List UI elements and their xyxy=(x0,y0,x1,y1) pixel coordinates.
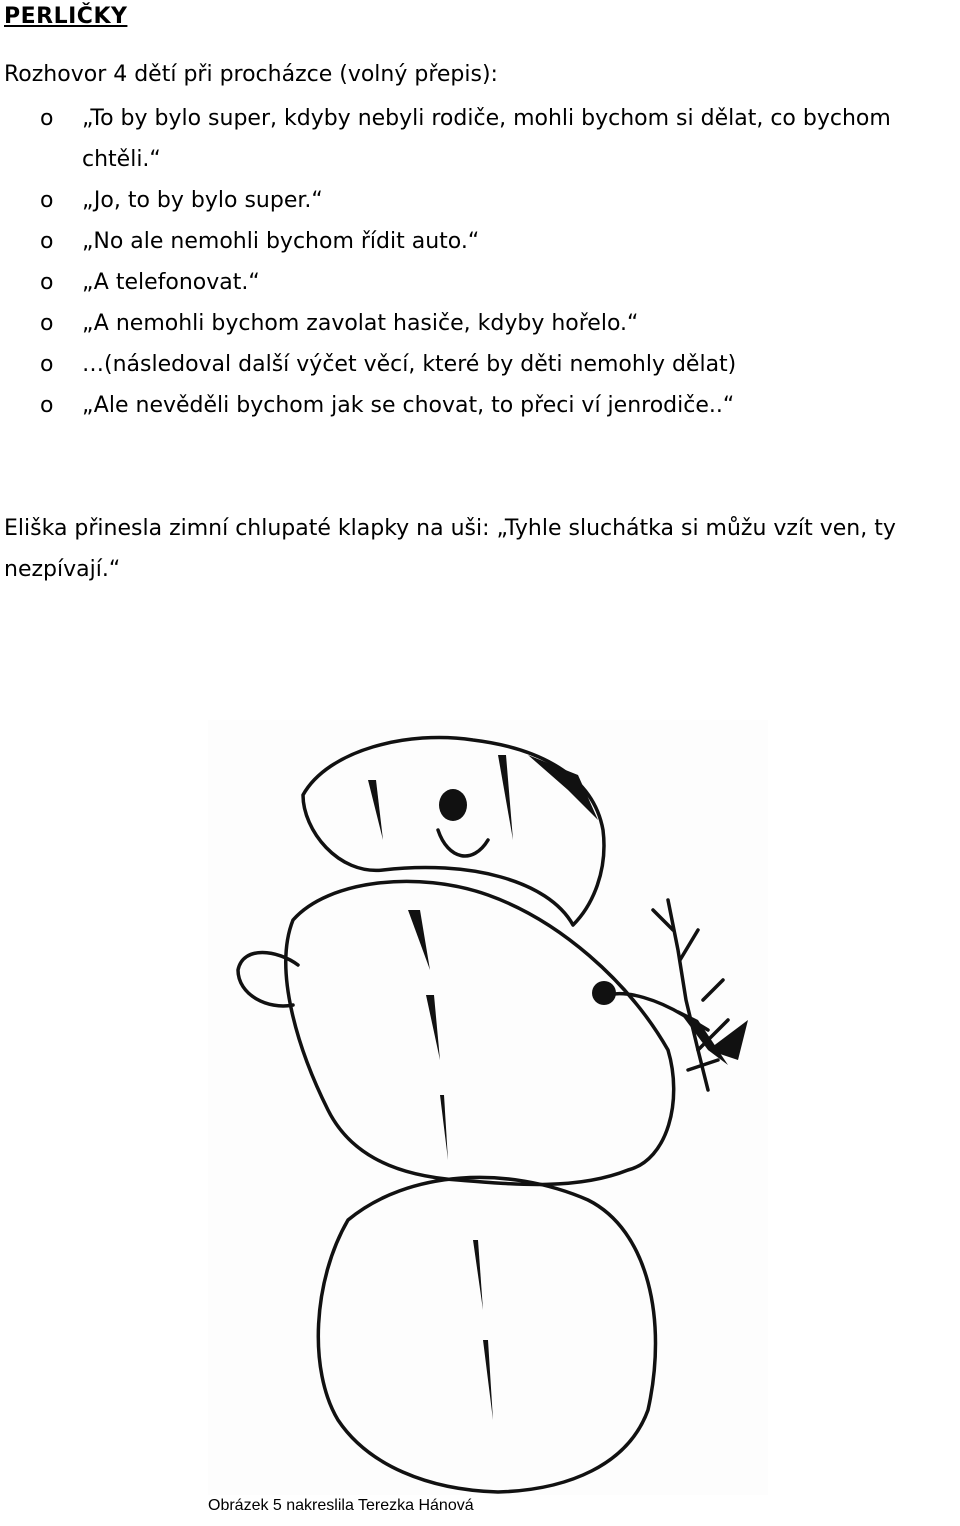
dialogue-line: „A telefonovat.“ xyxy=(82,270,260,295)
story-paragraph xyxy=(4,508,960,590)
page-heading: PERLIČKY xyxy=(4,4,128,29)
list-item xyxy=(0,303,960,344)
list-item xyxy=(0,221,960,262)
bullet-icon: o xyxy=(40,393,54,418)
snowman-drawing-icon xyxy=(208,720,768,1495)
bullet-icon: o xyxy=(40,106,54,131)
list-item xyxy=(0,98,960,180)
bullet-icon: o xyxy=(40,352,54,377)
intro-text: Rozhovor 4 dětí při procházce (volný přepis): xyxy=(4,62,498,87)
dialogue-line: „Jo, to by bylo super.“ xyxy=(82,188,323,213)
child-drawing xyxy=(208,720,768,1495)
list-item xyxy=(0,262,960,303)
list-item xyxy=(0,180,960,221)
list-item xyxy=(0,385,960,426)
bullet-icon: o xyxy=(40,311,54,336)
bullet-icon: o xyxy=(40,270,54,295)
image-caption: Obrázek 5 nakreslila Terezka Hánová xyxy=(208,1497,474,1514)
dialogue-line: „A nemohli bychom zavolat hasiče, kdyby hořelo.“ xyxy=(82,311,639,336)
bullet-icon: o xyxy=(40,229,54,254)
list-item xyxy=(0,344,960,385)
bullet-icon: o xyxy=(40,188,54,213)
dialogue-line: „To by bylo super, kdyby nebyli rodiče, mohli bychom si dělat, co bychom chtěli.“ xyxy=(82,106,891,172)
dialogue-list xyxy=(0,98,960,426)
dialogue-line: …(následoval další výčet věcí, které by děti nemohly dělat) xyxy=(82,352,737,377)
paragraph-line: nezpívají.“ xyxy=(4,557,121,582)
dialogue-line: „No ale nemohli bychom řídit auto.“ xyxy=(82,229,480,254)
dialogue-line: „Ale nevěděli bychom jak se chovat, to přeci ví jenrodiče..“ xyxy=(82,393,735,418)
paragraph-line: Eliška přinesla zimní chlupaté klapky na uši: „Tyhle sluchátka si můžu vzít ven, ty xyxy=(4,516,896,541)
